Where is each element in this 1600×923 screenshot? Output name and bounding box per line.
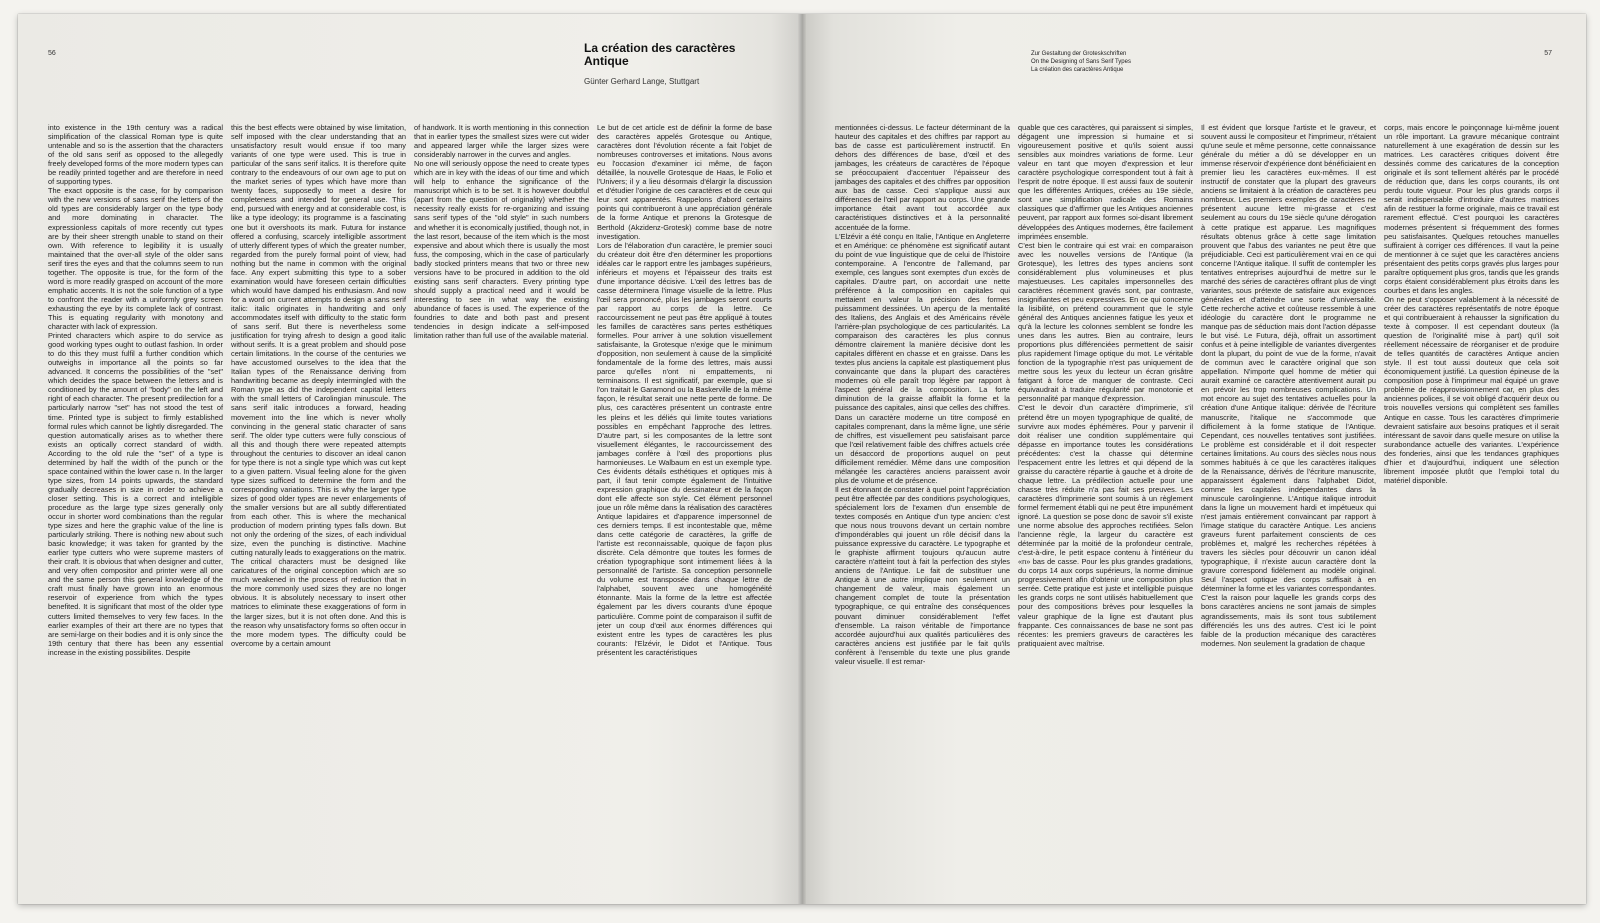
left-page — [18, 14, 802, 904]
paragraph: Le but de cet article est de définir la forme de base des caractères appelés Grotesque ou Antique, caractères dont l'évolution récente a fait l'objet de nombreuses controverses et imitations. Nous avons eu l'occasion d'examiner ici même, de façon détaillée, la nouvelle Grotesque de Haas, le Folio et l'Univers; il y a lieu désormais d'élargir la discussion et d'étudier l'origine de ces caractères et de ceux qui leur sont apparentés. Rappelons d'abord certains points qui contribueront à une appréciation générale de la forme Antique et prenons la Grotesque de Berthold (Akzidenz-Grotesk) comme base de notre investigation. — [597, 123, 772, 241]
paragraph: On ne peut s'opposer valablement à la nécessité de créer des caractères représentatifs de notre époque et qui contribueraient à rehausser la signification du texte à composer. Il est cependant douteux (la question de l'originalité mise à part) qu'il soit réellement nécessaire de réorganiser et de produire de telles quantités de caractères Antique ancien style. Il est tout aussi douteux que cela soit économiquement justifié. La question épineuse de la composition pose à l'imprimeur mal équipé un grave problème de réapprovisionnement car, en plus des anciennes polices, il se voit obligé d'acquérir deux ou trois nouvelles versions qui complètent ses familles Antique en casse. Tous les caractères d'imprimerie devraient satisfaire aux besoins pratiques et il serait intéressant de savoir dans quelle mesure on utilise la surabondance actuelle des variantes. L'expérience des fonderies, ainsi que les tendances graphiques d'hier et d'aujourd'hui, indiquent une sélection librement imposée plutôt que l'emploi total du matériel disponible. — [1384, 294, 1559, 485]
book-spread — [18, 14, 1586, 904]
page-number-left: 56 — [48, 50, 56, 57]
paragraph: quable que ces caractères, qui paraissent si simples, dégagent une impression si humaine et si vigoureusement positive et qu'ils soient aussi sensibles aux moindres variations de forme. Leur valeur en tant que moyen d'expression et leur caractère psychologique correspondent tout à fait à l'esprit de notre époque. Il est aussi faux de soutenir que les différentes Antiques, créées au 19e siècle, sont une simplification radicale des Romains classiques que d'affirmer que les Antiques anciennes peuvent, par rapport aux formes soi-disant librement développées des Antiques modernes, être facilement imprimées ensemble. — [1018, 123, 1193, 241]
running-head-line: On the Designing of Sans Serif Types — [1031, 59, 1131, 65]
paragraph: Il est étonnant de constater à quel point l'appréciation peut être affectée par des conditions psychologiques, spécialement lors de l'examen d'un ensemble de textes composés en Antique d'un type ancien: c'est que nous nous trouvons devant un certain nombre d'impondérables qui jouent un rôle décisif dans la puissance expressive du caractère. Le typographe et le graphiste affirment toujours qu'aucun autre caractère n'atteint tout à fait la perfection des styles anciens de l'Antique. Le fait de substituer une Antique à une autre implique non seulement un changement de valeur, mais également un changement complet de toute la présentation typographique, ce qui entraîne des conséquences pouvant diminuer considérablement l'effet d'ensemble. La raison véritable de l'importance accordée aujourd'hui aux qualités particulières des caractères anciens est justifiée par le fait qu'ils confèrent à l'ensemble du texte une plus grande valeur visuelle. Il est remar- — [835, 484, 1010, 666]
running-head — [1031, 50, 1131, 74]
text-column — [48, 123, 223, 865]
paragraph: C'est bien le contraire qui est vrai: en comparaison avec les nouvelles versions de l'Antique (la Grotesque), les lettres des types anciens sont considérablement plus volumineuses et plus majestueuses. Les capitales impersonnelles des caractères récemment gravés sont, par contraste, insignifiantes et peu expressives. En ce qui concerne la lisibilité, on prétend couramment que le style général des Antiques anciennes fatigue les yeux et qu'à la lecture les colonnes semblent se fondre les unes dans les autres. Bien au contraire, leurs proportions plus différenciées permettent de saisir plus rapidement l'image optique du mot. Le véritable fonction de la typographie n'est pas uniquement de mettre sous les yeux du lecteur un écran grisâtre fatigant à force de manquer de contraste. Ceci équivaudrait à traduire régularité par monotonie et personnalité par manque d'expression. — [1018, 240, 1193, 404]
text-column — [1018, 123, 1193, 847]
paragraph: No one will seriously oppose the need to create types which are in key with the ideas of our time and which will help to enhance the significance of the manuscript which is to be set. It is however doubtful (apart from the question of originality) whether the necessity really exists for re-organizing and issuing sans serif types of the "old style" in such numbers and whether it is economically justified, though not, in the last resort, because of the item which is the most expensive and about which there is usually the most fuss, the composing, which in the case of particularly badly stocked printers means that two or three new versions have to be procured in addition to the old existing sans serif characters. Every printing type should supply a practical need and it would be interesting to see in what way the existing abundance of faces is used. The experience of the foundries to date and both past and present tendencies in design indicate a self-imposed limitation rather than full use of the available material. — [414, 159, 589, 341]
text-column — [414, 123, 589, 453]
page-number-right: 57 — [1544, 50, 1552, 57]
article-title: La création des caractères Antique — [584, 41, 736, 68]
paragraph: Il est évident que lorsque l'artiste et le graveur, et souvent aussi le compositeur et l'imprimeur, n'étaient qu'une seule et même personne, cette connaissance générale du métier a dû se développer en un immense réservoir d'expérience dont bénéficiaient en premier lieu les caractères eux-mêmes. Il est instructif de constater que la plupart des graveurs anciens se limitaient à la création de caractères peu nombreux. Les premiers exemples de caractères ne présentent aucune lettre mi-grasse et c'est seulement au cours du 19e siècle qu'une dérogation à cette pratique est apparue. Les magnifiques résultats obtenus grâce à cette sage limitation prouvent que l'abus des variantes ne peut être que préjudiciable. Ceci est particulièrement vrai en ce qui concerne l'Antique italique. Il suffit de contempler les tentatives entreprises aujourd'hui de mettre sur le marché des séries de caractères offrant plus de vingt variantes, sous prétexte de satisfaire aux exigences générales et d'atteindre une sorte d'universalité. Cette recherche active et coûteuse ressemble à une idéologie du caractère dont le programme ne manque pas de séduction mais dont l'action dépasse le but visé. Le Futura, déjà, offrait un assortiment confus et à peine intelligible de variantes divergentes dont la plupart, du point de vue de la forme, n'avait de commun avec le caractère original que son appellation. N'importe quel homme de métier qui aurait examiné ce caractère attentivement aurait pu en prévoir les trop nombreuses complications. Un mot encore au sujet des tentatives actuelles pour la création d'une Antique italique: dérivée de l'écriture manuscrite, l'italique ne s'accommode que difficilement à la forme statique de l'Antique. Cependant, ces nouvelles tentatives sont justifiées. Le problème est considérable et il doit respecter certaines limitations. Au cours des siècles nous nous sommes habitués à ce que les caractères italiques de la Renaissance, dérivés de l'écriture manuscrite, apparaissent également dans l'alphabet Didot, comme les capitales indépendantes dans la minuscule carolingienne. L'Antique italique introduit dans la ligne un mouvement hardi et impétueux qui n'est jamais entièrement convaincant par rapport à l'image statique du caractère Antique. Les anciens graveurs furent parfaitement conscients de ces problèmes et, malgré les recherches répétées à travers les siècles pour découvrir un canon idéal typographique, il n'existe aucun caractère dont la gravure correspond fidèlement au modèle original. Seul l'aspect optique des corps suffisait à en déterminer la forme et les variantes correspondantes. C'est la raison pour laquelle les grands corps des bons caractères anciens ne sont jamais de simples agrandissements, mais ils sont tous subtilement différenciés les uns des autres. C'est ici le point faible de la production mécanique des caractères modernes. Non seulement la gradation de chaque — [1201, 123, 1376, 648]
paragraph: corps, mais encore le poinçonnage lui-même jouent un rôle important. La gravure mécanique contraint naturellement à une exagération de dessin sur les matrices. Les caractères critiques doivent être dessinés comme des caricatures de la conception originale et ils sont tellement altérés par le procédé de réduction que, dans les corps courants, ils ont perdu toute vigueur. Pour les plus grands corps il serait indispensable d'introduire d'autres matrices afin de restituer la forme originale, mais ce travail est rarement effectué. C'est pourquoi les caractères modernes présentent si fréquemment des formes peu satisfaisantes. Quelques retouches manuelles suffiraient à corriger ces différences. Il vaut la peine de mentionner à ce sujet que les caractères anciens présentaient des petits corps gravés plus larges pour paraître optiquement plus gros, tandis que les grands corps étaient considérablement plus étroits dans les courbes et dans les angles. — [1384, 123, 1559, 295]
paragraph: The exact opposite is the case, for by comparison with the new versions of sans serif the letters of the old types are considerably larger on the type body and more dominating in character. The expressionless capitals of more recently cut types are by their sheer strength unable to stand on their own. With reference to legibility it is usually maintained that the over-all style of the older sans serif tires the eyes and that the columns seem to run together. The opposite is true, for the form of the word is more readily grasped on account of the more emphatic accents. It is not the sole function of a type to confront the reader with a uniformly grey screen exhausting the eye by its complete lack of contrast. This is equating regularity with monotony and character with lack of expression. — [48, 186, 223, 332]
text-column — [231, 123, 406, 865]
running-head-line: Zur Gestaltung der Groteskschriften — [1031, 51, 1127, 57]
text-column — [1384, 123, 1559, 633]
paragraph: Lors de l'élaboration d'un caractère, le premier souci du créateur doit être d'en déterminer les proportions idéales car le rapport entre les jambages supérieurs, inférieurs et moyens et l'épaisseur des traits est d'une importance décisive. L'œil des lettres bas de casse déterminera l'image visuelle de la lettre. Plus l'œil sera prononcé, plus les jambages seront courts par rapport au corps de la lettre. Ce raccourcissement ne peut pas être appliqué à toutes les familles de caractères sans pertes esthétiques formelles. Pour arriver à une solution visuellement satisfaisante, la Grotesque n'exige que le minimum d'opposition, non seulement à cause de la simplicité fondamentale de la forme des lettres, mais aussi parce qu'elles n'ont ni empattements, ni terminaisons. Il est significatif, par exemple, que si l'on traitait le Garamond ou la Baskerville de la même façon, le résultat serait une nette perte de forme. De plus, ces caractères présentent un contraste entre les pleins et les déliés qui limite toutes variations possibles en empêchant l'approche des lettres. D'autre part, si les composantes de la lettre sont visuellement élégantes, le raccourcissement des jambages confère à l'œil des proportions plus harmonieuses. Le Walbaum en est un exemple type. Ces évidents détails esthétiques et optiques mis à part, il faut tenir compte également de l'intuitive expression graphique du dessinateur et de la façon dont elle affecte son style. Cet élément personnel joue un rôle même dans la réalisation des caractères Antique lapidaires et d'apparence impersonnel de ces derniers temps. Il est incontestable que, même dans cette catégorie de caractères, la griffe de l'artiste est reconnaissable, quoique de façon plus discrète. Cela démontre que toutes les formes de création typographique sont intimement liées à la personnalité de l'artiste. Sa conception personnelle du volume est transposée dans chaque lettre de l'alphabet, souvent avec une homogénéité étonnante. Mais la forme de la lettre est affectée également par les divers courants d'une époque particulière. Comme point de comparaison il suffit de jeter un coup d'œil aux énormes différences qui existent entre les types de caractères les plus courants: l'Elzévir, le Didot et l'Antique. Tous présentent les caractéristiques — [597, 240, 772, 657]
paragraph: mentionnées ci-dessus. Le facteur déterminant de la hauteur des capitales et des chiffres par rapport au bas de casse est particulièrement instructif. En dehors des différences de base, d'œil et des jambages, les créateurs de caractères de l'époque se préoccupaient d'accentuer l'épaisseur des jambages des capitales et des chiffres par opposition aux bas de casse. Ceci s'applique aussi aux différences de l'œil par rapport au corps. Une grande importance était avant tout accordée aux caractéristiques distinctives et à la personnalité accentuée de la forme. — [835, 123, 1010, 232]
paragraph: into existence in the 19th century was a radical simplification of the classical Roman type is quite untenable and so is the assertion that the characters of the old sans serif as opposed to the allegedly freely developed forms of the more modern types can be readily printed together and are therefore in need of supporting types. — [48, 123, 223, 187]
paragraph: of handwork. It is worth mentioning in this connection that in earlier types the smallest sizes were cut wider and appeared larger while the larger sizes were considerably narrower in the curves and angles. — [414, 123, 589, 160]
right-page — [802, 14, 1586, 904]
paragraph: Printed characters which aspire to do service as good working types ought to outlast fashion. In order to do this they must fulfil a further condition which outweighs in importance all the points so far advanced. It concerns the possibilities of the "set" which decides the space between the letters and is conditioned by the amount of "body" on the left and right of each character. The present predilection for a particularly narrow "set" has not stood the test of time. Printed type is subject to firmly established formal rules which cannot be lightly disregarded. The question automatically arises as to whether there exists an optically correct standard of width. According to the old rule the "set" of a type is determined by half the width of the punch or the space contained within the lower case n. In the larger type sizes, from 14 points upwards, the standard gradually decreases in size in order to achieve a closer setting. This is a correct and intelligible procedure as the large type sizes generally only occur in shorter word combinations than the regular type sizes and here the graphic value of the line is particularly striking. There is nothing new about such basic knowledge; it was taken for granted by the earlier type cutters who were supreme masters of their craft. It is obvious that when designer and cutter, and very often compositor and printer were all one and the same person this general knowledge of the craft must finally have grown into an enormous reservoir of experience from which the types benefited. It is significant that most of the older type cutters limited themselves to very few faces. In the earlier examples of their art there are no types that are semi-large on their bodies and it is only since the 19th century that there has been any essential increase in the existing possibilites. Despite — [48, 331, 223, 657]
article-author: Günter Gerhard Lange, Stuttgart — [584, 77, 700, 86]
book-gutter — [798, 14, 806, 904]
paragraph: C'est le devoir d'un caractère d'imprimerie, s'il prétend être un moyen typographique de qualité, de survivre aux modes éphémères. Pour y parvenir il doit réaliser une condition supplémentaire qui dépasse en importance toutes les considérations précédentes: c'est la chasse qui détermine l'espacement entre les lettres et qui dépend de la graisse du caractère répartie à gauche et à droite de chaque lettre. La prédilection actuelle pour une chasse très réduite n'a pas fait ses preuves. Les caractères d'imprimerie sont soumis à un règlement formel fermement établi qui ne peut être impunément ignoré. La question se pose donc de savoir s'il existe une norme absolue des approches rectifiées. Selon l'ancienne règle, la largeur du caractère est déterminée par la moitié de la profondeur centrale, c'est-à-dire, le petit espace contenu à l'intérieur du «n» bas de casse. Pour les plus grandes gradations, du corps 14 aux corps supérieurs, la norme diminue progressivement afin d'obtenir une composition plus serrée. Cette pratique est juste et intelligible puisque les grands corps ne sont utilisés habituellement que pour des compositions brèves pour lesquelles la valeur graphique de la ligne est d'autant plus frappante. Ces connaissances de base ne sont pas récentes: les premiers graveurs de caractères les pratiquaient avec maîtrise. — [1018, 403, 1193, 648]
paragraph: L'Elzévir a été conçu en Italie, l'Antique en Angleterre et en Amérique: ce phénomène est significatif autant du point de vue linguistique que de celui de l'histoire contemporaine. A l'encontre de l'allemand, par exemple, ces langues sont exemptes d'un excès de capitales. D'autre part, on accordait une nette préférence à la composition en capitales qui mettaient en valeur la précision des formes puissamment dessinées. Un aperçu de la mentalité des Italiens, des Anglais et des Américains révèle l'arrière-plan psychologique de ces particularités. La comparaison des caractères les plus connus démontre clairement la manière décisive dont les capitales diffèrent en chasse et en graisse. Dans les textes plus anciens la capitale est plastiquement plus convaincante que dans la plupart des caractères modernes où elle paraît trop légère par rapport à l'aspect général de la composition. La forte diminution de la graisse affaiblit la forme et la puissance des capitales, ainsi que celles des chiffres. Dans un caractère moderne un titre composé en capitales comprenant, dans la même ligne, une série de chiffres, est visuellement peu satisfaisant parce que l'œil relativement faible des chiffres actuels crée un désaccord de proportions auquel on peut difficilement remédier. Même dans une composition mélangée les caractères anciens paraissent avoir plus de volume et de présence. — [835, 231, 1010, 485]
running-head-line: La création des caractères Antique — [1031, 67, 1124, 73]
text-column — [835, 123, 1010, 847]
paragraph: this the best effects were obtained by wise limitation, self imposed with the clear understanding that an unsatisfactory result would ensue if too many variants of one type were used. This is true in particular of the sans serif italics. It is therefore quite contrary to the endeavours of our own age to put on the market series of types which have more than twenty faces, supposedly to meet a desire for completeness and intended for general use. This end, pursued with energy and at considerable cost, is like a type ideology; its programme is a fascinating one but it overshoots its mark. Futura for instance offered a confusing, scarcely intelligible assortment of utterly different types of which the greater number, regarded from the purely formal point of view, had nothing but the name in common with the original face. Any expert submitting this type to a sober examination would have foreseen certain difficulties which would have damped his enthusiasm. And now for a word on current attempts to design a sans serif italic: italic originates in handwriting and only accommodates itself with difficulty to the static form of sans serif. But there is nevertheless some justification for trying afresh to design a good italic without serifs. It is a great problem and should pose certain limitations. In the course of the centuries we have accustomed ourselves to the idea that the Italian types of the Renaissance deriving from handwriting became as deeply intermingled with the Roman type as did the independent capital letters with the small letters of Carolingian minuscule. The sans serif italic introduces a forward, heading movement into the line which is never wholly convincing in the general static character of sans serif. The older type cutters were fully conscious of all this and though there were repeated attempts throughout the centuries to discover an ideal canon for type there is not a single type which was cut kept to a given pattern. Visual feeling alone for the given type sizes sufficed to determine the form and the corresponding variations. This is why the larger type sizes of good older types are never enlargements of the smaller versions but are all subtly differentiated from each other. This is where the mechanical production of modern printing types falls down. But not only the ordering of the sizes, of each individual size, even the punching is distinctive. Machine cutting naturally leads to exaggerations on the matrix. The critical characters must be designed like caricatures of the original conception which are so much weakened in the process of reduction that in the more commonly used sizes they are no longer obvious. It is absolutely necessary to insert other matrices to eliminate these exaggerations of form in the larger sizes, but it is not often done. And this is the reason why unsatisfactory forms so often occur in the more modern types. The difficulty could be overcome by a certain amount — [231, 123, 406, 648]
article-header — [584, 42, 794, 86]
text-column — [597, 123, 772, 863]
text-column — [1201, 123, 1376, 847]
